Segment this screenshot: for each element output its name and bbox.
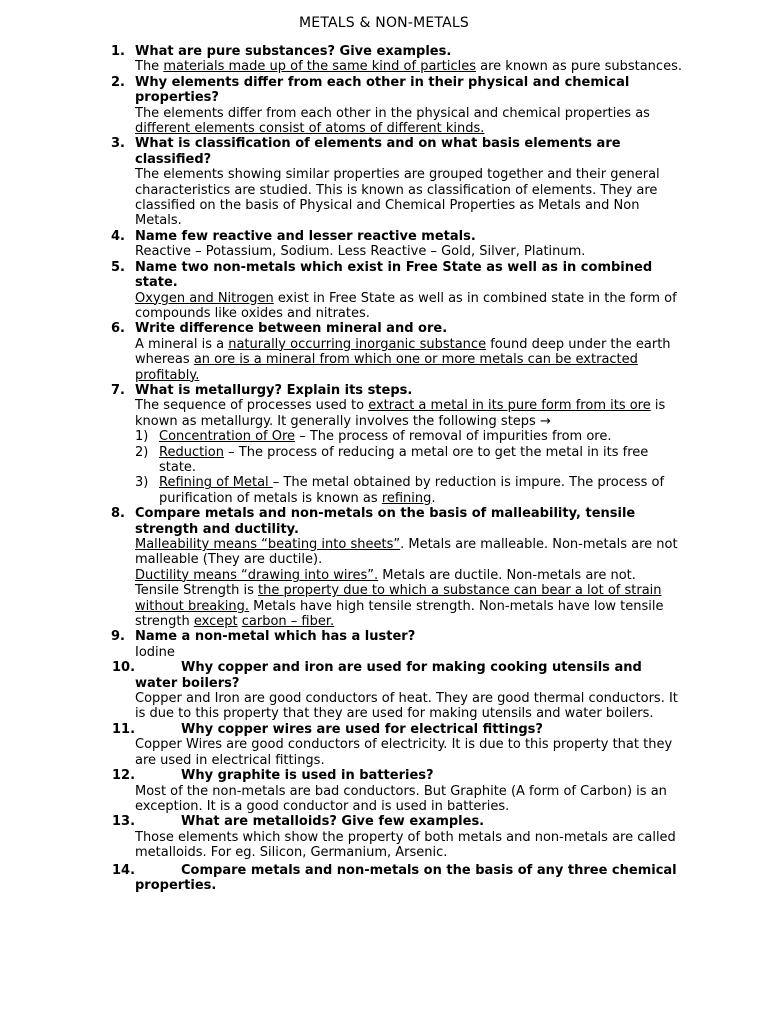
key-phrase: the property due to which a substance can bear a lot of strain without breaking. <box>135 583 662 614</box>
question-item-10 <box>0 660 768 722</box>
step-title: Reduction <box>159 444 224 460</box>
question-text: What are metalloids? Give few examples. <box>181 814 485 830</box>
question-number: 10. <box>112 660 136 676</box>
answer-text: Malleability means “beating into sheets”. Metals are malleable. Non-metals are not malleable (They are ductile). <box>135 537 678 568</box>
answer-text: Tensile Strength is the property due to which a substance can bear a lot of strain without breaking. Metals have high tensile strength. Non-metals have low tensile strength except carbon – fiber. <box>135 583 664 630</box>
question-number: 1. <box>111 44 125 59</box>
step-item: 2) Reduction – The process of reducing a metal ore to get the metal in its free state. <box>135 444 649 475</box>
answer-text: Oxygen and Nitrogen exist in Free State as well as in combined state in the form of compounds like oxides and nitrates. <box>135 290 677 321</box>
key-phrase: refining <box>381 490 432 506</box>
key-phrase: Malleability means “beating into sheets” <box>135 537 401 552</box>
question-item-7 <box>0 383 768 506</box>
step-number: 3) <box>135 475 149 491</box>
answer-text: The sequence of processes used to extract a metal in its pure form from its ore is known as metallurgy. It generally involves the following steps → <box>135 398 666 429</box>
document-title: METALS & NON-METALS <box>299 15 469 31</box>
step-item: 1) Concentration of Ore – The process of removal of impurities from ore. <box>135 429 612 445</box>
key-phrase: materials made up of the same kind of particles <box>163 59 477 75</box>
answer-text: Copper Wires are good conductors of electricity. It is due to this property that they are used in electrical fittings. <box>135 737 673 768</box>
answer-text: Reactive – Potassium, Sodium. Less Reactive – Gold, Silver, Platinum. <box>135 244 586 260</box>
question-number: 11. <box>112 721 136 737</box>
question-item-8 <box>0 506 768 629</box>
question-item-11 <box>0 722 768 768</box>
key-phrase: Ductility means “drawing into wires”. <box>135 567 379 583</box>
question-item-6 <box>0 321 768 383</box>
step-item: 3) Refining of Metal – The metal obtained by reduction is impure. The process of purification of metals is known as refining. <box>135 475 665 506</box>
step-number: 2) <box>135 444 149 460</box>
step-title: Concentration of Ore <box>159 429 296 445</box>
key-phrase: carbon – fiber. <box>241 614 335 630</box>
answer-text: The elements differ from each other in the physical and chemical properties as different elements consist of atoms of different kinds. <box>135 105 650 137</box>
answer-text: Ductility means “drawing into wires”. Metals are ductile. Non-metals are not. <box>135 567 636 583</box>
question-text: Name two non-metals which exist in Free State as well as in combined state. <box>135 259 653 291</box>
question-number: 8. <box>111 506 125 522</box>
answer-text: Copper and Iron are good conductors of heat. They are good thermal conductors. It is due to this property that they are used for making utensils and water boilers. <box>135 691 678 722</box>
question-text: What is metallurgy? Explain its steps. <box>135 382 413 398</box>
answer-text: Those elements which show the property of both metals and non-metals are called metalloids. For eg. Silicon, Germanium, Arsenic. <box>135 829 676 861</box>
question-item-3 <box>0 136 768 228</box>
answer-text: A mineral is a naturally occurring inorganic substance found deep under the earth whereas an ore is a mineral from which one or more metals can be extracted profitably. <box>135 336 671 383</box>
key-phrase: different elements consist of atoms of different kinds. <box>135 121 485 137</box>
question-number: 12. <box>112 768 136 784</box>
question-item-5 <box>0 260 768 322</box>
question-text: Why copper and iron are used for making cooking utensils and water boilers? <box>135 660 642 691</box>
question-text: Compare metals and non-metals on the basis of any three chemical properties. <box>135 862 677 893</box>
question-item-12 <box>0 768 768 814</box>
answer-text: Iodine <box>135 644 175 660</box>
question-text: Name few reactive and lesser reactive metals. <box>135 228 476 244</box>
question-text: Compare metals and non-metals on the basis of malleability, tensile strength and ductility. <box>135 506 636 537</box>
question-text: What is classification of elements and on what basis elements are classified? <box>135 136 621 167</box>
question-number: 14. <box>112 862 136 878</box>
key-phrase: Oxygen and Nitrogen <box>135 290 274 306</box>
question-number: 13. <box>112 814 136 830</box>
question-item-14 <box>0 863 768 894</box>
question-number: 6. <box>111 321 125 337</box>
question-number: 4. <box>111 228 125 244</box>
step-number: 1) <box>135 429 149 445</box>
key-phrase: an ore is a mineral from which one or more metals can be extracted profitably. <box>135 352 638 383</box>
answer-text: The materials made up of the same kind of particles are known as pure substances. <box>135 59 682 75</box>
question-item-9 <box>0 629 768 660</box>
question-item-1 <box>0 44 768 75</box>
key-phrase: naturally occurring inorganic substance <box>228 336 487 352</box>
key-phrase: except <box>193 614 238 630</box>
answer-text: The elements showing similar properties are grouped together and their general characteristics are studied. This is known as classification of elements. They are classified on the basis of Physical and Chemical Properties as Metals and Non Metals. <box>135 167 660 229</box>
key-phrase: extract a metal in its pure form from its ore <box>368 398 651 414</box>
question-number: 2. <box>111 74 125 90</box>
question-text: Write difference between mineral and ore. <box>135 321 448 337</box>
question-text: What are pure substances? Give examples. <box>135 44 452 59</box>
question-number: 5. <box>111 259 125 275</box>
question-item-4 <box>0 229 768 260</box>
question-text: Why graphite is used in batteries? <box>181 768 434 784</box>
question-text: Why elements differ from each other in their physical and chemical properties? <box>135 74 630 106</box>
question-number: 9. <box>111 629 125 645</box>
question-text: Name a non-metal which has a luster? <box>135 629 416 645</box>
question-text: Why copper wires are used for electrical fittings? <box>181 721 543 737</box>
question-number: 3. <box>111 136 125 152</box>
step-title: Refining of Metal <box>159 475 273 491</box>
question-number: 7. <box>111 382 125 398</box>
question-list <box>0 44 768 893</box>
question-item-13 <box>0 814 768 860</box>
question-item-2 <box>0 75 768 137</box>
answer-text: Most of the non-metals are bad conductors. But Graphite (A form of Carbon) is an exception. It is a good conductor and is used in batteries. <box>135 783 667 814</box>
